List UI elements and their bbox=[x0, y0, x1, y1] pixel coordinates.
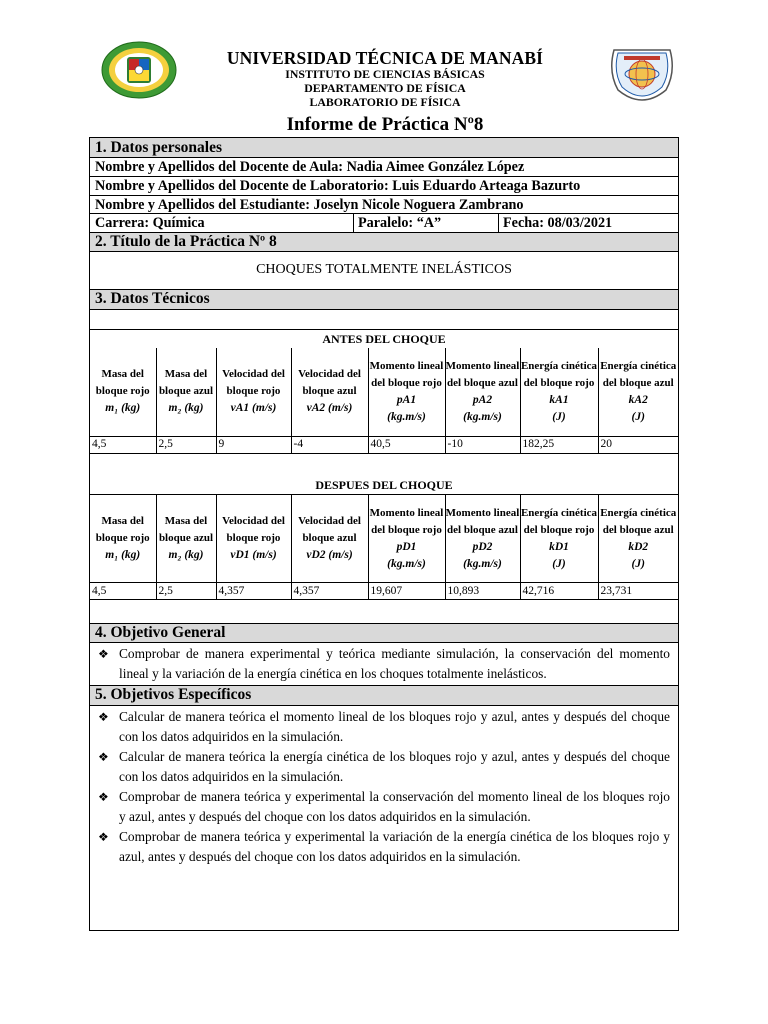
diamond-bullet-icon: ❖ bbox=[98, 647, 109, 661]
column-header-label: Velocidad del bloque azul bbox=[298, 368, 361, 398]
after-table-title: DESPUES DEL CHOQUE bbox=[315, 478, 453, 492]
column-header-label: Masa del bloque rojo bbox=[95, 368, 150, 398]
table-cell: 182,25 bbox=[520, 436, 598, 453]
column-header bbox=[445, 348, 520, 436]
lab-name: LABORATORIO DE FÍSICA bbox=[309, 95, 461, 109]
table-cell: 23,731 bbox=[598, 583, 678, 600]
column-header-label: Masa del bloque azul bbox=[158, 515, 214, 544]
column-header-unit: (J) bbox=[552, 410, 566, 423]
column-header-symbol: kA1 bbox=[549, 393, 569, 406]
column-header bbox=[156, 495, 216, 583]
department-name: DEPARTAMENTO DE FÍSICA bbox=[304, 81, 466, 95]
table-cell: 42,716 bbox=[520, 583, 598, 600]
column-header-symbol: m₂ (kg) bbox=[168, 402, 204, 415]
personal-data-row bbox=[90, 196, 678, 214]
column-header-label: Momento lineal del bloque rojo bbox=[369, 359, 444, 389]
diamond-bullet-icon: ❖ bbox=[98, 830, 109, 844]
section-title: 2. Título de la Práctica Nº 8 bbox=[95, 233, 277, 250]
column-header-label: Momento lineal del bloque azul bbox=[445, 506, 520, 536]
column-header bbox=[598, 348, 678, 436]
report-title: Informe de Práctica Nº8 bbox=[286, 114, 484, 135]
diamond-bullet-icon: ❖ bbox=[98, 790, 109, 804]
column-header-symbol: kA2 bbox=[628, 393, 648, 406]
list-item bbox=[90, 644, 678, 684]
column-header bbox=[368, 495, 445, 583]
column-header bbox=[598, 495, 678, 583]
column-header-label: Energía cinética del bloque rojo bbox=[520, 359, 598, 389]
section-general-objective-header bbox=[90, 624, 678, 643]
column-header-symbol: vD2 (m/s) bbox=[306, 549, 353, 561]
column-header-symbol: m₁ (kg) bbox=[105, 549, 141, 561]
general-objective-list bbox=[90, 644, 678, 684]
column-header bbox=[291, 495, 368, 583]
column-header-symbol: vD1 (m/s) bbox=[230, 549, 277, 561]
column-header-symbol: vA2 (m/s) bbox=[306, 402, 353, 415]
table-row bbox=[90, 436, 678, 453]
personal-data-row bbox=[90, 177, 678, 196]
after-collision-table bbox=[90, 494, 678, 600]
column-header-label: Energía cinética del bloque azul bbox=[600, 506, 677, 536]
column-header-symbol: m₁ (kg) bbox=[105, 402, 141, 415]
column-header-unit: (kg.m/s) bbox=[387, 410, 426, 423]
table-header-row bbox=[90, 495, 678, 583]
career: Carrera: Química bbox=[95, 215, 205, 231]
column-header-label: Masa del bloque azul bbox=[158, 368, 214, 398]
section-title: 1. Datos personales bbox=[95, 139, 223, 156]
university-seal-logo bbox=[100, 40, 178, 100]
diamond-bullet-icon: ❖ bbox=[98, 710, 109, 724]
table-header-row bbox=[90, 348, 678, 436]
teacher-classroom: Nombre y Apellidos del Docente de Aula: Nadia Aimee González López bbox=[95, 159, 525, 175]
institute-name: INSTITUTO DE CIENCIAS BÁSICAS bbox=[285, 67, 485, 81]
general-objective-row bbox=[90, 643, 678, 686]
column-header-label: Masa del bloque rojo bbox=[95, 515, 150, 544]
section-title: 3. Datos Técnicos bbox=[95, 290, 210, 307]
column-header-symbol: pD2 bbox=[472, 540, 493, 553]
column-header bbox=[368, 348, 445, 436]
column-header-unit: (kg.m/s) bbox=[463, 557, 502, 570]
list-item-text: Calcular de manera teórica la energía cinética de los bloques rojo y azul, antes y después del choque con los datos adquiridos en la simulación. bbox=[119, 749, 670, 784]
diamond-bullet-icon: ❖ bbox=[98, 750, 109, 764]
column-header bbox=[156, 348, 216, 436]
table-cell: 4,357 bbox=[216, 583, 291, 600]
table-cell: 4,357 bbox=[291, 583, 368, 600]
column-header-symbol: m₂ (kg) bbox=[168, 549, 204, 561]
group: Paralelo: “A” bbox=[358, 215, 442, 231]
list-item-text: Comprobar de manera teórica y experimental la variación de la energía cinética de los bloques rojo y azul, antes y después del choque con los datos adquiridos en la simulación. bbox=[119, 829, 670, 864]
column-header-symbol: pA1 bbox=[396, 393, 417, 406]
column-header bbox=[90, 495, 156, 583]
table-cell: 9 bbox=[216, 436, 291, 453]
column-header-label: Energía cinética del bloque azul bbox=[600, 359, 677, 389]
column-header-label: Momento lineal del bloque azul bbox=[445, 359, 520, 389]
column-header-unit: (J) bbox=[631, 410, 645, 423]
table-cell: 4,5 bbox=[90, 436, 156, 453]
column-header-symbol: kD1 bbox=[549, 540, 569, 553]
column-header-label: Velocidad del bloque rojo bbox=[222, 515, 285, 544]
list-item bbox=[90, 747, 678, 787]
table-cell: 40,5 bbox=[368, 436, 445, 453]
career-row bbox=[90, 214, 678, 233]
column-header-symbol: pD1 bbox=[396, 540, 417, 553]
column-header-unit: (J) bbox=[552, 557, 566, 570]
university-name: UNIVERSIDAD TÉCNICA DE MANABÍ bbox=[226, 48, 544, 68]
table-cell: -4 bbox=[291, 436, 368, 453]
practice-title: CHOQUES TOTALMENTE INELÁSTICOS bbox=[256, 262, 512, 277]
list-item-text: Comprobar de manera teórica y experimental la conservación del momento lineal de los bloques rojo y azul, antes y después del choque con los datos adquiridos en la simulación. bbox=[119, 789, 670, 824]
column-header bbox=[445, 495, 520, 583]
column-header bbox=[520, 495, 598, 583]
section-technical-header bbox=[90, 290, 678, 310]
column-header-label: Velocidad del bloque azul bbox=[298, 515, 361, 544]
column-header bbox=[216, 495, 291, 583]
column-header-unit: (kg.m/s) bbox=[463, 410, 502, 423]
table-cell: 19,607 bbox=[368, 583, 445, 600]
specific-objectives-list bbox=[90, 707, 678, 867]
table-row bbox=[90, 583, 678, 600]
column-header-label: Momento lineal del bloque rojo bbox=[369, 506, 444, 536]
column-header-unit: (kg.m/s) bbox=[387, 557, 426, 570]
column-header-label: Velocidad del bloque rojo bbox=[222, 368, 285, 398]
list-item bbox=[90, 707, 678, 747]
practice-title-row bbox=[90, 252, 678, 290]
column-header bbox=[216, 348, 291, 436]
column-header-label: Energía cinética del bloque rojo bbox=[520, 506, 598, 536]
table-cell: 4,5 bbox=[90, 583, 156, 600]
report-frame bbox=[89, 137, 679, 931]
section-title-header bbox=[90, 233, 678, 252]
personal-data-row bbox=[90, 158, 678, 177]
column-header-symbol: kD2 bbox=[628, 540, 649, 553]
column-header-symbol: pA2 bbox=[472, 393, 493, 406]
list-item bbox=[90, 827, 678, 867]
table-cell: -10 bbox=[445, 436, 520, 453]
table-cell: 2,5 bbox=[156, 583, 216, 600]
table-cell: 10,893 bbox=[445, 583, 520, 600]
column-header-symbol: vA1 (m/s) bbox=[230, 402, 277, 415]
section-title: 4. Objetivo General bbox=[95, 624, 226, 641]
column-header bbox=[520, 348, 598, 436]
before-collision-table bbox=[90, 348, 678, 454]
section-title: 5. Objetivos Específicos bbox=[95, 686, 252, 703]
list-item-text: Calcular de manera teórica el momento lineal de los bloques rojo y azul, antes y después del choque con los datos adquiridos en la simulación. bbox=[119, 709, 670, 744]
student-name: Nombre y Apellidos del Estudiante: Joselyn Nicole Noguera Zambrano bbox=[95, 197, 524, 213]
column-header bbox=[90, 348, 156, 436]
column-header bbox=[291, 348, 368, 436]
table-cell: 2,5 bbox=[156, 436, 216, 453]
spacer-row bbox=[90, 310, 678, 330]
column-header-unit: (J) bbox=[631, 557, 645, 570]
date: Fecha: 08/03/2021 bbox=[503, 215, 613, 231]
table-cell: 20 bbox=[598, 436, 678, 453]
physics-institute-logo bbox=[604, 42, 680, 102]
before-table-title: ANTES DEL CHOQUE bbox=[322, 332, 446, 346]
section-personal-data-header bbox=[90, 138, 678, 158]
spacer-row bbox=[90, 600, 678, 624]
list-item bbox=[90, 787, 678, 827]
section-specific-objectives-header bbox=[90, 686, 678, 706]
list-item-text: Comprobar de manera experimental y teórica mediante simulación, la conservación del momento lineal y la variación de la energía cinética en los choques totalmente inelásticos. bbox=[119, 646, 670, 681]
teacher-lab: Nombre y Apellidos del Docente de Laboratorio: Luis Eduardo Arteaga Bazurto bbox=[95, 178, 581, 194]
